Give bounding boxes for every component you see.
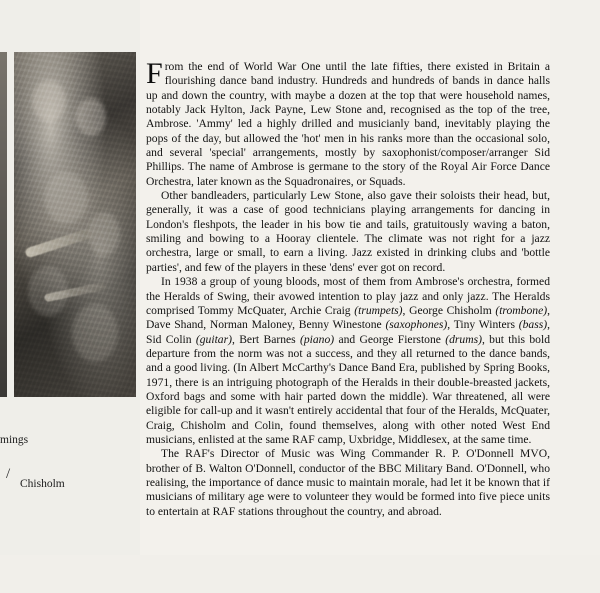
left-column [0, 0, 140, 593]
right-margin [550, 0, 600, 593]
paragraph-4-text: The RAF's Director of Music was Wing Commander R. P. O'Donnell MVO, brother of B. Walton O'Donnell, conductor of the BBC Military Band. O'Donnell, who realising, the importance of dance music to maintain morale, had let it be known that if musicians of military age were to volunteer they would be formed into five piece units to entertain at RAF stations throughout the country, and abroad. [146, 447, 550, 518]
photo-figure [44, 172, 88, 224]
photo-caption-line-2: Chisholm [20, 478, 65, 490]
photo-figure [28, 266, 68, 316]
paragraph-3 [146, 275, 550, 447]
band-photograph [14, 52, 136, 397]
bottom-margin [0, 555, 600, 593]
trumpet-icon [44, 282, 106, 303]
photo-figure [76, 98, 106, 136]
photo-figure [32, 80, 66, 122]
paragraph-1 [146, 57, 550, 189]
trombone-icon [24, 227, 94, 258]
caption-slash-icon: / [6, 466, 11, 482]
photo-figure [88, 212, 120, 256]
photo-edge-sliver [0, 52, 7, 397]
drop-cap: F [146, 57, 163, 90]
paragraph-2-text: Other bandleaders, particularly Lew Stone, also gave their soloists their head, but, generally, it was a case of good technicians playing arrangements for dancing in London's fleshpots, the leader in his bow tie and tails, gratuitously waving a baton, smiling and bowing to a Hooray clientele. The climate was not right for a jazz orchestra, large or small, to earn a living. Jazz existed in drinking clubs and 'bottle parties', and few of the players in these 'dens' ever got on record. [146, 189, 550, 274]
article-body [146, 57, 550, 519]
paragraph-3-text: In 1938 a group of young bloods, most of them from Ambrose's orchestra, formed the Heralds of Swing, their avowed intention to play jazz and only jazz. The Heralds comprised Tommy McQuater, Archie Craig (trumpets), George Chisholm (trombone), Dave Shand, Norman Maloney, Benny Winestone (saxophones), Tiny Winters (bass), Sid Colin (guitar), Bert Barnes (piano) and George Fierstone (drums), but this bold departure from the norm was not a success, and they all returned to the dance bands, and a good living. (In Albert McCarthy's Dance Band Era, published by Spring Books, 1971, there is an intriguing photograph of the Heralds in their double-breasted jackets, Oxford bags and some with hair parted down the middle). War threatened, all were eligible for call-up and it wasn't entirely accidental that four of the Heralds, McQuater, Craig, Chisholm and Colin, found themselves, along with other noted West End musicians, enlisted at the same RAF camp, Uxbridge, Middlesex, at the same time. [146, 275, 550, 446]
paragraph-1-text: rom the end of World War One until the late fifties, there existed in Britain a flourishing dance band industry. Hundreds and hundreds of bands in dance halls up and down the country, with maybe a dozen at the top that were household names, notably Jack Hylton, Jack Payne, Lew Stone and, recognised as the top of the tree, Ambrose. 'Ammy' led a highly drilled and musicianly band, inevitably playing the pops of the day, but allowed the 'hot' men in his ranks more than the occasional solo, and several 'special' arrangements, mostly by saxophonist/composer/arranger Sid Phillips. The name of Ambrose is germane to the story of the Royal Air Force Dance Orchestra, later known as the Squadronaires, or Squads. [146, 60, 550, 188]
photo-figure [72, 304, 118, 362]
paragraph-2 [146, 189, 550, 275]
paragraph-4 [146, 447, 550, 519]
photo-caption-line-1: mings [0, 434, 29, 446]
